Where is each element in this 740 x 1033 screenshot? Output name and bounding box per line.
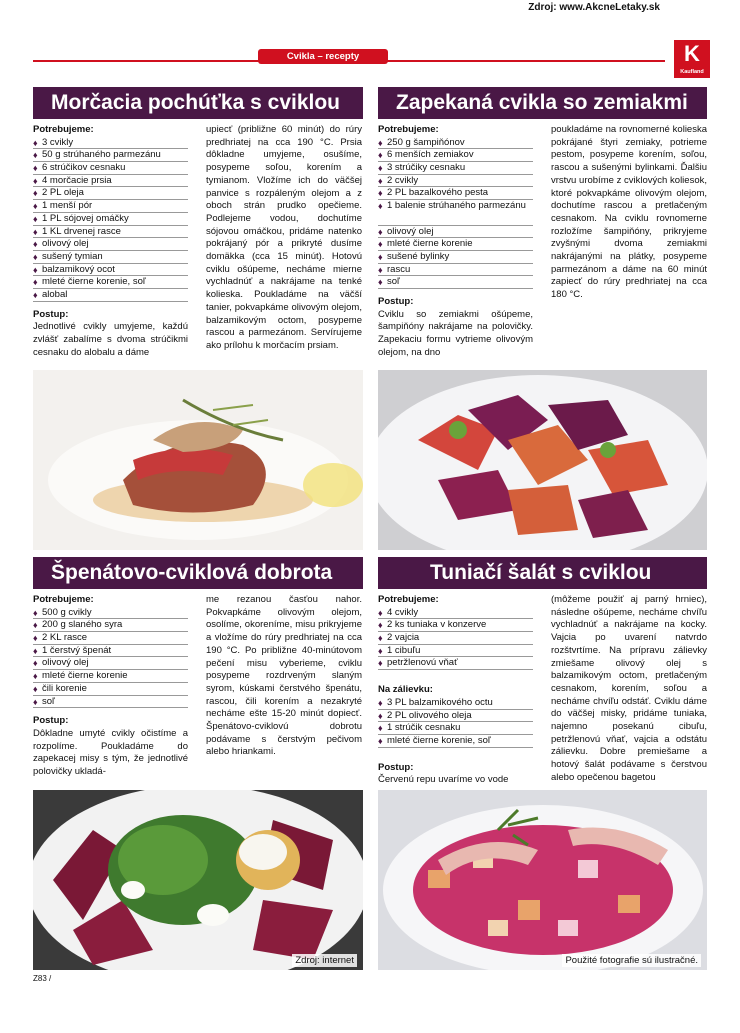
ingredient-item: ♦ 200 g slaného syra [33,619,188,632]
method-column [551,594,707,785]
ingredient-item: ♦ 1 menší pór [33,200,188,213]
ingredient-item: ♦ 1 PL sójovej omáčky [33,213,188,226]
tuna-beet-salad-photo [378,790,707,970]
ingredient-item: ♦ 2 KL rasce [33,632,188,645]
ingredients-column [378,124,533,359]
ingredient-item: ♦ 1 strúčik cesnaku [378,722,533,735]
ingredient-item: ♦ olivový olej [378,226,533,239]
ingredients-column [33,124,188,359]
ingredient-item: ♦ rascu [378,264,533,277]
ingredient-item: ♦ mleté čierne korenie [378,238,533,251]
method-text-continued: (môžeme použiť aj parný hrniec), následne ošúpeme, necháme chvíľu vychladnúť a nakrájame na kocky. Vajcia po uvarení natvrdo rozštvrtíme. Na prípravu zálievky zmiešame olivový olej s balzamikovým octom, pretlačeným cesnakom, korením, soľou a necháme chvíľu odstáť. Cviklu dáme do väčšej misky, pridáme tuniaka, najemno posekanú cibuľu, petržlenovú vňať, vajcia a odstátu zálievku. Dobre premiešame a hotový šalát podávame s čerstvou alebo opečenou bagetou [551,594,707,783]
ingredients-heading: Potrebujeme: [33,124,94,135]
ingredient-item: ♦ 50 g strúhaného parmezánu [33,149,188,162]
ingredient-item: ♦ olivový olej [33,657,188,670]
ingredient-item: ♦ 3 cvikly [33,137,188,150]
method-text-continued: poukladáme na rovnomerné kolieska pokrájané štyri zemiaky, potrieme pestom, posypeme korením, soľou, rascou a sušenými bylinkami. Ďalšiu vrstvu urobíme z cviklových koliesok, ktoré pokvapkáme olivovým olejom, dochutíme rascou a pretlačeným cesnakom. Na cviklu rovnomerne rozložíme šampiňóny, prikryjeme zvyšnými dvoma zemiakmi nakrájanými na plátky, posypeme parmezánom a dáme na 60 minút zapiecť do rúry predhriatej na cca 180 °C. [551,124,707,301]
kaufland-logo [674,40,710,78]
baked-beet-photo [378,370,707,550]
recipe-title: Špenátovo-cviklová dobrota [33,557,363,589]
photo-source-caption: Zdroj: internet [292,954,357,967]
ingredient-item: ♦ mleté čierne korenie, soľ [33,276,188,289]
recipe-title: Tuniačí šalát s cviklou [378,557,707,589]
ingredient-item: ♦ mleté čierne korenie, soľ [378,735,533,748]
ingredient-item: ♦ 4 morčacie prsia [33,175,188,188]
method-column [206,594,362,759]
ingredient-item: ♦ sušený tymian [33,251,188,264]
ingredients-heading: Potrebujeme: [378,124,439,135]
ingredient-item: ♦ soľ [378,276,533,289]
ingredient-item: ♦ 1 cibuľu [378,645,533,658]
ingredient-item: ♦ 1 balenie strúhaného parmezánu [378,200,533,225]
method-text: Cviklu so zemiakmi ošúpeme, šampiňóny nakrájame na polovičky. Zapekaciu formu vytrieme olivovým olejom, na dno [378,308,533,358]
ingredient-item: ♦ sušené bylinky [378,251,533,264]
method-heading: Postup: [378,761,414,773]
ingredient-list [378,137,533,289]
ingredient-item: ♦ petržlenovú vňať [378,657,533,670]
method-text-continued: upiecť (približne 60 minút) do rúry predhriatej na cca 190 °C. Prsia dôkladne umyjeme, osušíme, posypeme soľou, korením a tymianom. Vložíme ich do väčšej panvice s rozpáleným olejom a z oboch strán prudko opečieme. Podlejeme vodou, dochutíme sójovou omáčkou, pridáme natenko pokrájaný pór a prikryté dusíme domäkka (cca 15 minút). Hotovú cviklu ošúpeme, necháme mierne vychladnúť a nakrájame na tenké kolieska. Poukladáme na väčší tanier, pokvapkáme olivovým olejom, balzamikovým octom, posypeme rascou a parmezánom. Servírujeme ako prílohu k morčacím prsiam. [206,124,362,351]
page-number: Z83 / [33,974,52,983]
ingredients-column [378,594,533,787]
method-text: Červenú repu uvaríme vo vode [378,774,509,786]
ingredient-item: ♦ 6 strúčikov cesnaku [33,162,188,175]
method-column [551,124,707,302]
method-text: Dôkladne umyté cvikly očistíme a rozpolíme. Poukladáme do zapekacej misy s tým, že jednotlivé polovičky ukladá- [33,727,188,778]
ingredient-item: ♦ balzamikový ocot [33,264,188,277]
logo-text: Kaufland [680,69,704,75]
method-column [206,124,362,353]
method-heading: Postup: [378,295,414,307]
ingredient-item: ♦ 3 PL balzamikového octu [378,697,533,710]
illustrative-caption: Použité fotografie sú ilustračné. [562,954,701,967]
turkey-beet-photo [33,370,363,550]
ingredient-item: ♦ 250 g šampiňónov [378,137,533,150]
ingredient-item: ♦ 2 PL bazalkového pesta [378,187,533,200]
ingredient-item: ♦ 2 cvikly [378,175,533,188]
ingredient-item: ♦ soľ [33,696,188,709]
method-heading: Postup: [33,715,69,727]
recipe-title: Zapekaná cvikla so zemiakmi [378,87,707,119]
ingredient-item: ♦ 1 čerstvý špenát [33,645,188,658]
ingredient-item: ♦ 3 strúčiky cesnaku [378,162,533,175]
method-text-continued: me rezanou časťou nahor. Pokvapkáme olivovým olejom, osolíme, okoreníme, misu prikryjeme a vložíme do rúry predhriatej na cca 190 °C. Po približne 40-minútovom pečení misu vyberieme, cviklu posypeme rozdrveným slaným syrom, kúskami čerstvého špenátu, rascou, čili korením a nezakryté necháme ešte 15-20 minút dopiecť. Špenátovo-cviklovú dobrotu podávame s čerstvým pečivom alebo hriankami. [206,594,362,758]
spinach-beet-photo [33,790,363,970]
ingredient-item: ♦ 2 PL olivového oleja [378,710,533,723]
ingredient-item: ♦ 2 vajcia [378,632,533,645]
method-text: Jednotlivé cvikly umyjeme, každú zvlášť zabalíme s dvoma strúčikmi cesnaku do alobalu a dáme [33,321,188,358]
ingredient-list [33,607,188,709]
recipe-title: Morčacia pochúťka s cviklou [33,87,363,119]
ingredient-item: ♦ 2 PL oleja [33,187,188,200]
ingredients-heading: Potrebujeme: [33,594,94,605]
ingredients-column [33,594,188,779]
ingredients-heading: Potrebujeme: [378,594,439,605]
method-heading: Postup: [33,308,69,320]
ingredient-item: ♦ 500 g cvikly [33,607,188,620]
logo-letter: K [684,41,700,66]
ingredient-list [378,607,533,670]
ingredient-list [33,137,188,302]
dressing-list [378,697,533,748]
ingredient-item: ♦ 4 cvikly [378,607,533,620]
section-label: Cvikla – recepty [258,49,388,64]
ingredient-item: ♦ mleté čierne korenie [33,670,188,683]
ingredient-item: ♦ 6 menších zemiakov [378,149,533,162]
ingredient-item: ♦ olivový olej [33,238,188,251]
ingredient-item: ♦ 1 KL drvenej rasce [33,226,188,239]
dressing-heading: Na zálievku: [378,684,433,696]
ingredient-item: ♦ 2 ks tuniaka v konzerve [378,619,533,632]
source-credit: Zdroj: www.AkcneLetaky.sk [528,2,660,13]
ingredient-item: ♦ alobal [33,289,188,302]
ingredient-item: ♦ čili korenie [33,683,188,696]
